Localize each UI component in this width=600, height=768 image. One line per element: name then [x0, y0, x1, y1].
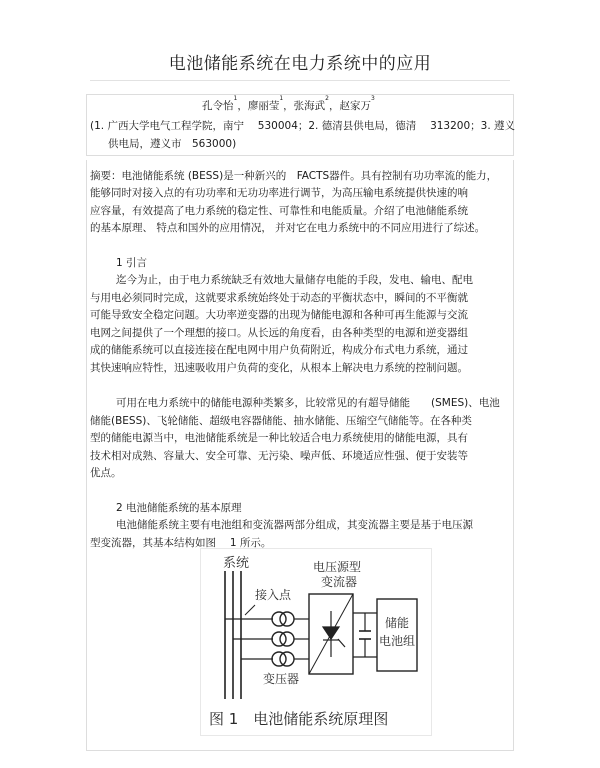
- paragraph-line: 与用电必须同时完成，这就要求系统始终处于动态的平衡状态中，瞬间的不平衡就: [90, 292, 468, 304]
- author-2-affil: 1: [279, 95, 284, 102]
- paragraph-line: 型的储能电源当中，电池储能系统是一种比较适合电力系统使用的储能电源，具有: [90, 432, 468, 444]
- access-point-label: 接入点: [255, 588, 292, 602]
- abstract-line: 摘要：电池储能系统 (BESS)是一种新兴的 FACTS器件。具有控制有功功率流的能力，: [90, 170, 498, 182]
- abstract-line: 应容量，有效提高了电力系统的稳定性、可靠性和电能质量。介绍了电池储能系统: [90, 205, 468, 217]
- paragraph-line: 储能(BESS)、飞轮储能、超级电容器储能、抽水储能、压缩空气储能等。在各种类: [90, 415, 472, 427]
- figure-1: [200, 548, 432, 736]
- paragraph-line: 优点。: [90, 467, 122, 479]
- author-3-affil: 2: [325, 95, 329, 102]
- abstract-line: 能够同时对接入点的有功功率和无功功率进行调节，为高压输电系统提供快速的响: [90, 187, 468, 199]
- battery-label-2: 电池组: [379, 634, 416, 648]
- paragraph-line: 技术相对成熟、容量大、安全可靠、无污染、噪声低、环境适应性强、便于安装等: [90, 450, 468, 462]
- paragraph-line: 电池储能系统主要有电池组和变流器两部分组成，其变流器主要是基于电压源: [116, 519, 473, 531]
- system-label: 系统: [223, 556, 250, 571]
- author-4: ，赵家万: [328, 100, 371, 112]
- transformer-label: 变压器: [263, 672, 300, 686]
- paragraph-line: 其快速响应特性，迅速吸收用户负荷的变化，从根本上解决电力系统的控制问题。: [90, 362, 468, 374]
- author-line: [202, 95, 375, 113]
- section-1-heading: 1 引言: [116, 257, 148, 269]
- author-4-affil: 3: [370, 95, 375, 102]
- author-3: ，张海武: [283, 100, 326, 112]
- author-1: 孔令怡: [202, 100, 234, 112]
- paragraph-line: 电网之间提供了一个理想的接口。从长远的角度看，由各种类型的电源和逆变器组: [90, 327, 468, 339]
- author-2: ，廖丽莹: [237, 100, 280, 112]
- bess-schematic: [201, 549, 431, 735]
- paragraph-line: 成的储能系统可以直接连接在配电网中用户负荷附近，构成分布式电力系统，通过: [90, 344, 468, 356]
- affiliation-line-1: (1. 广西大学电气工程学院，南宁 530004；2. 德清县供电局，德清 313200；3. 遵义: [90, 120, 516, 132]
- paragraph-line: 迄今为止，由于电力系统缺乏有效地大量储存电能的手段，发电、输电、配电: [116, 274, 473, 286]
- thyristor-icon: [323, 611, 345, 657]
- title-divider: [90, 80, 510, 81]
- transformer-icon: [272, 612, 294, 666]
- battery-label-1: 储能: [385, 616, 410, 630]
- paragraph-line: 可用在电力系统中的储能电源种类繁多，比较常见的有超导储能 (SMES)、电池: [116, 397, 500, 409]
- author-1-affil: 1: [233, 95, 238, 102]
- paper-title: 电池储能系统在电力系统中的应用: [168, 54, 432, 74]
- converter-label-2: 变流器: [321, 575, 358, 589]
- affiliation-line-2: 供电局，遵义市 563000): [108, 138, 237, 150]
- section-2-heading: 2 电池储能系统的基本原理: [116, 502, 242, 514]
- paragraph-line: 可能导致安全稳定问题。大功率逆变器的出现为储能电源和各种可再生能源与交流: [90, 309, 468, 321]
- figure-caption: 图 1 电池储能系统原理图: [209, 710, 389, 728]
- paragraph-line: 型变流器，其基本结构如图 1 所示。: [90, 537, 272, 549]
- access-arrow: [245, 605, 255, 615]
- converter-label-1: 电压源型: [313, 560, 362, 574]
- abstract-line: 的基本原理、 特点和国外的应用情况， 并对它在电力系统中的不同应用进行了综述。: [90, 222, 486, 234]
